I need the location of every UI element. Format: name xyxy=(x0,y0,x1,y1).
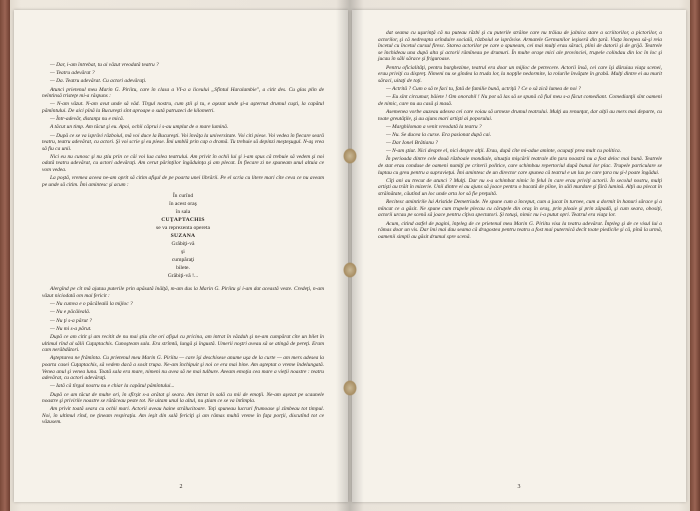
paragraph: — Nu. Se ducea la curse. Era pasionat după cai. xyxy=(386,131,492,138)
poster-line: se va reprezenta opereta xyxy=(156,225,210,232)
paragraph: Aşteptarea ne frămînta. Cu prietenul meu Marin G. Piriitu — care îşi deschisese anume uşa de la curte — am mers adesea la poarta casei Cuţaptachis, să vedem dacă a sosit trupa. Ne-am închipuit şi noi ce era mai bine. Am aşteptat o vreme îndelungată. Venea anul şi venea luna. Toată sala era mare, nimeni nu avea să ne mai tulbure. Aveam emoţia cea mare a vieţii noastre : teatru adevărat, cu actori adevăraţi. xyxy=(42,355,324,382)
left-page xyxy=(14,10,348,502)
paragraph: — Dar, i-am întrebat, tu ai văzut vreodată teatru ? xyxy=(50,62,159,68)
paragraph: După ce am citit şi am recitit de nu mai ştiu cîte ori afişul cu pricina, am intrat în văzduh şi ne-am cumpărat cîte un bilet în ultimul rînd al sălii Cuţaptachis. Cunoşteam sala. Era strîmtă, lungă şi îngustă. Umerii noştri aveau să se atingă de pereţi. Eram cam nerăbdători. xyxy=(42,333,324,354)
poster-line: În curînd xyxy=(172,193,194,200)
paragraph: — Iată că tîrgul nostru nu e chiar la capătul pămîntului... xyxy=(50,383,175,390)
paragraph: — Dar Ionel Brătianu ? xyxy=(386,140,438,147)
paragraph: — Da. Teatru adevărat. Cu actori adevăraţi. xyxy=(50,78,147,85)
paragraph: — Actrită ? Cum o să te faci tu, fată de familie bună, actriţă ? Ce o să zică lumea de noi ? xyxy=(386,85,581,92)
paragraph: Asemenea vorbe auzeau adesea cei care voiau să urmeze drumul teatrului. Mulţi au renunţat, dar alţii au mers mai departe, cu toate greutăţile, şi au ajuns mari artişti ai poporului. xyxy=(378,108,662,122)
right-page xyxy=(352,10,686,502)
paragraph: — Nu cumva e o păcăleală la mijloc ? xyxy=(50,301,133,308)
poster-line: în sala xyxy=(175,209,191,216)
paragraph: — N-am ştiut. Nici despre el, nici despre alţii. Erau, după cîte mi-adue aminte, ocupaţi prea mult cu politica. xyxy=(386,148,622,155)
theatre-poster xyxy=(42,192,324,280)
left-bottom-paragraphs xyxy=(42,286,324,426)
paragraph: — N-am văzut. N-am avut unde să văd. Tîrgul nostru, cum ştii şi tu, e aşezat unde şi-a aşternut drumul cuşti, la capătul pămîntului. De aici pînă la Bucureşti sînt aproape o sută patruzeci de kilometri. xyxy=(42,101,324,114)
poster-line: CUŢAPTACHIS xyxy=(161,217,205,224)
paragraph: Alergînd pe cît mă ajutau puterile prin apăsată înălţă, m-am dus la Marin G. Piriitu şi i-am dat această veste. Credeţi, n-am văzut niciodată om mai fericit : xyxy=(42,286,324,300)
poster-line: Grăbiţi-vă !... xyxy=(167,273,199,280)
book-cover-edge-right xyxy=(690,0,700,511)
binding-thread xyxy=(343,148,357,164)
paragraph: Am privit toată seara cu ochii mari. Actorii aveau haine strălucitoare. Toţi spuneau lucruri frumoase şi zîmbeau tot timpul. Noi, în ultimul rînd, ne ţineam respiraţia. Am ieşit din sală fericiţi şi am rămas multă vreme în faţa porţii, discutînd tot ce văzusem. xyxy=(42,406,324,426)
poster-line: cumpăraţi xyxy=(171,257,195,264)
paragraph: A tăcut un timp. Am tăcut şi eu. Apoi, ochii căprui i s-au umplut de o mare lumină. xyxy=(50,124,229,131)
page-number-left: 2 xyxy=(179,484,183,490)
poster-line: şi xyxy=(181,249,185,256)
paragraph: Atunci prietenul meu Marin G. Piriitu, care în clasa a VI-a a liceului „Sfîntul Haralambie", a citit des. Cu glas plin de neîntinsă tristeţe mi-a răspuns : xyxy=(42,86,324,100)
paragraph: — Nu mi s-a părut. xyxy=(50,325,92,332)
paragraph: — Teatru adevărat ? xyxy=(50,70,95,77)
paragraph: Pentru oficialităţi, pentru burghezime, teatrul era doar un mijloc de petrecere. Actorii însă, cei care îşi dăruiau viaţa scenei, erau priviţi cu dispreţ. Nimeni nu se gîndea la truda lor, la nopţile nedormite, la rolurile învăţate în grabă. Mulţi dintre ei au murit săraci, uitaţi de toţi. xyxy=(378,64,662,84)
poster-line: Grăbiţi-vă xyxy=(171,241,195,248)
paragraph: dat seama cu uşurinţă că nu puteau răzbi şi cu puterile străine care nu trăiau de jalnica stare a scriitorilor, a pictorilor, a actorilor, şi că nedreapta orînduire socială, războiul se isprăvise. Armatele Germanilor ieşiseră din ţară. Viaţa începea să-şi reia încetul cu încetul cursul firesc. Starea actorilor pe care o spuneam, cei mai mulţi erau săraci, plini de datorii şi de grijă. Teatrele se închideau una după alta şi actorii rămîneau pe drumuri. În multe oraşe mici ale provinciei, trupele colindau din loc în loc şi jucau în săli sărace şi friguroase. xyxy=(378,30,662,63)
paragraph: Recitesc amintirile lui Aristide Demetriade. Ne spune cum a început, cum a jucat în turnee, cum a dormit în hanuri sărace şi a mîncat ce a găsit. Ne spune cum trupele plecau cu căruţele din oraş în oraş, prin ploaie şi prin zăpadă, şi cum seara, obosiţi, actorii urcau pe scenă să joace pentru cîţiva spectatori. Şi totuşi, nimic nu i-a putut opri. Teatrul era viaţa lor. xyxy=(378,199,662,219)
paragraph: După ce am tăcut de multe ori, în sfîrşit s-a arătat şi seara. Am intrat în sală cu mii de emoţii. Ne-am aşezat pe scaunele noastre şi privirile noastre se rătăceau peste tot. Ne uitam unul la altul, nu ştiam ce se va întîmpla. xyxy=(42,391,324,405)
paragraph: La poştă, vremea aceea ne-am oprit să citim afişul de pe poarta unei librării. Pe el scria cu litere mari cîte ceva ce nu aveam pe unde să citim. Îmi amintesc şi acum : xyxy=(42,175,324,188)
page-number-right: 3 xyxy=(517,484,521,490)
paragraph: — Marghiloman a venit vreodată la teatru ? xyxy=(386,123,482,130)
paragraph: — Nu ţi s-a părut ? xyxy=(50,317,92,324)
paragraph: Cîţi ani au trecut de atunci ? Mulţi. Dar nu s-a schimbat nimic în felul în care erau priviţi actorii. În secolul nostru, mulţi artişti au trăit în mizerie. Unii dintre ei au ajuns să joace pentru o bucată de pîine, în săli murdare şi fără lumină. Alţii au plecat în străinătate, căutînd un loc unde arta lor să fie preţuită. xyxy=(378,177,662,197)
right-paragraphs xyxy=(378,30,662,240)
book-gutter xyxy=(336,0,364,511)
paragraph: — Într-adevăr, distanţa nu e mică. xyxy=(50,116,125,123)
paragraph: Acum, citind astfel de pagini, înţeleg de ce prietenul meu Marin G. Piriitu visa la teatru adevărat. Înţeleg şi de ce visul lui a rămas doar un vis. Dar îmi mai dau seama că dragostea pentru teatru a fost mai puternică decît toate piedicile şi că, pînă la urmă, oamenii simpli au găsit drumul spre scenă. xyxy=(378,220,662,240)
book-cover-edge-left xyxy=(0,0,10,511)
left-top-paragraphs xyxy=(42,62,324,188)
poster-line: în acest oraş xyxy=(169,201,197,208)
poster-line: SUZANA xyxy=(170,233,196,240)
right-page-text xyxy=(378,30,662,242)
paragraph: Nici eu nu cunosc şi nu ştiu prin ce căi voi lua calea teatrului. Am privit în ochii lui şi i-am spus că trebuie să vedem şi noi odată teatru adevărat, cu actori adevăraţi. Am cerut părinţilor îngăduinţa şi am plecat. În fiecare zi ne spuneam unul altuia ce vom vedea. xyxy=(42,153,324,174)
poster-line: bilete. xyxy=(176,265,190,272)
binding-thread xyxy=(343,380,357,396)
paragraph: În perioada dintre cele două războaie mondiale, situaţia mişcării teatrale din ţara noastră nu a fost deloc mai bună. Teatrele de stat erau conduse de oameni numiţi pe criterii politice, care schimbau repertoriul după bunul lor plac. Trupele particulare se luptau cu greu pentru a supravieţui. Îmi amintesc de un director care spunea că teatrul e un lux pe care ţara nu şi-l poate îngădui. xyxy=(378,156,662,176)
binding-thread xyxy=(343,262,357,278)
paragraph: — După ce se va isprăvi războiul, mă voi duce la Bucureşti. Voi învăţa la universitate. Voi citi piese. Voi vedea în fiecare seară teatru, teatru adevărat, cu actori. Şi voi scrie şi eu piese. Îmi umblă prin cap o dramă. Tu trebuie să depinzi meşteşugul. N-aş vrea să fiu ca unii. xyxy=(42,132,324,152)
paragraph: — Eu sînt circumar, băiete ! Om onorabil ! Nu pot să las să se spună că fiul meu s-a făcut comediant. Comedianţii sînt oameni de nimic, care nu au casă şi masă. xyxy=(378,94,662,107)
left-page-text xyxy=(42,62,324,428)
paragraph: — Nu e păcăleală. xyxy=(50,309,91,316)
